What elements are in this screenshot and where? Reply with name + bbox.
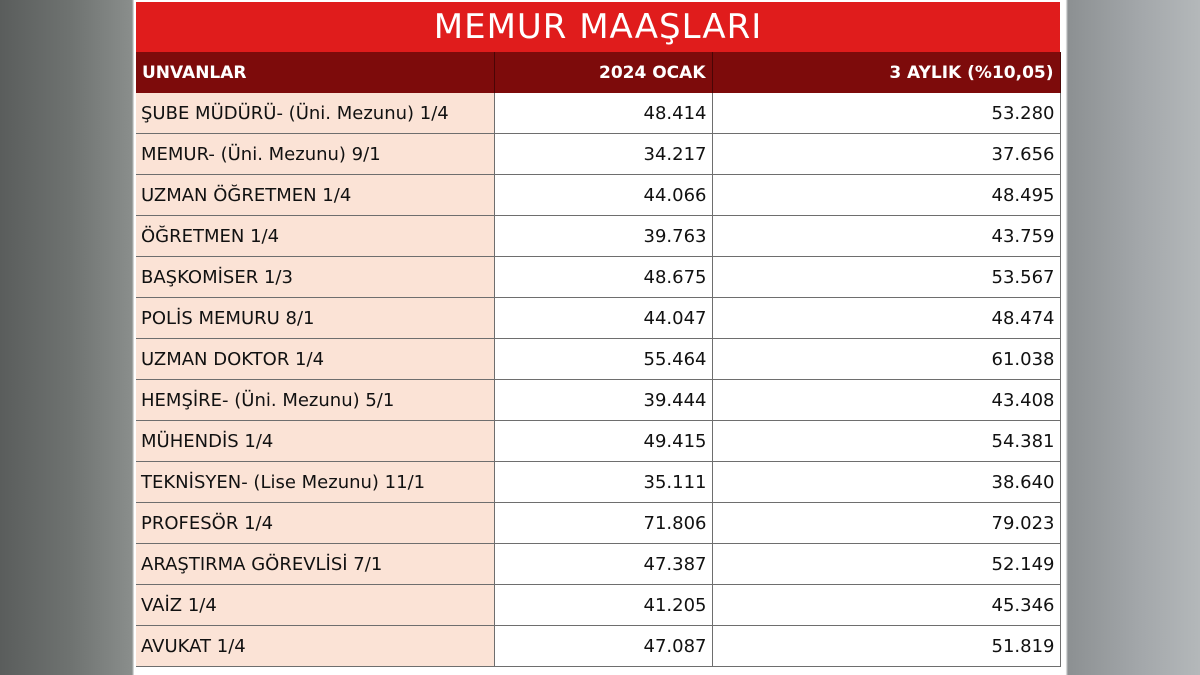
table-body bbox=[136, 93, 1060, 667]
table-row bbox=[136, 544, 1060, 585]
row-jan-2024-cell: 48.414 bbox=[494, 93, 712, 134]
row-three-month-cell: 48.495 bbox=[712, 175, 1060, 216]
row-title-cell: AVUKAT 1/4 bbox=[136, 626, 494, 667]
row-jan-2024-cell: 55.464 bbox=[494, 339, 712, 380]
title-banner bbox=[136, 2, 1060, 52]
row-title-cell: ŞUBE MÜDÜRÜ- (Üni. Mezunu) 1/4 bbox=[136, 93, 494, 134]
table-row bbox=[136, 380, 1060, 421]
row-jan-2024-cell: 41.205 bbox=[494, 585, 712, 626]
row-three-month-cell: 61.038 bbox=[712, 339, 1060, 380]
row-jan-2024-cell: 71.806 bbox=[494, 503, 712, 544]
row-title-cell: PROFESÖR 1/4 bbox=[136, 503, 494, 544]
table-row bbox=[136, 503, 1060, 544]
row-three-month-cell: 52.149 bbox=[712, 544, 1060, 585]
table-row bbox=[136, 134, 1060, 175]
row-jan-2024-cell: 39.763 bbox=[494, 216, 712, 257]
row-title-cell: ARAŞTIRMA GÖREVLİSİ 7/1 bbox=[136, 544, 494, 585]
table-row bbox=[136, 175, 1060, 216]
row-title-cell: BAŞKOMİSER 1/3 bbox=[136, 257, 494, 298]
row-jan-2024-cell: 39.444 bbox=[494, 380, 712, 421]
row-title-cell: POLİS MEMURU 8/1 bbox=[136, 298, 494, 339]
table-row bbox=[136, 462, 1060, 503]
header-row bbox=[136, 52, 1060, 93]
row-three-month-cell: 54.381 bbox=[712, 421, 1060, 462]
table-row bbox=[136, 626, 1060, 667]
table-row bbox=[136, 421, 1060, 462]
row-title-cell: UZMAN ÖĞRETMEN 1/4 bbox=[136, 175, 494, 216]
table-row bbox=[136, 93, 1060, 134]
column-header-titles: UNVANLAR bbox=[136, 52, 494, 93]
page-title: MEMUR MAAŞLARI bbox=[433, 7, 763, 47]
row-title-cell: MÜHENDİS 1/4 bbox=[136, 421, 494, 462]
row-jan-2024-cell: 44.047 bbox=[494, 298, 712, 339]
row-three-month-cell: 48.474 bbox=[712, 298, 1060, 339]
row-three-month-cell: 43.408 bbox=[712, 380, 1060, 421]
row-title-cell: ÖĞRETMEN 1/4 bbox=[136, 216, 494, 257]
row-three-month-cell: 53.567 bbox=[712, 257, 1060, 298]
row-three-month-cell: 38.640 bbox=[712, 462, 1060, 503]
table-row bbox=[136, 257, 1060, 298]
row-three-month-cell: 51.819 bbox=[712, 626, 1060, 667]
table-header bbox=[136, 52, 1060, 93]
row-title-cell: HEMŞİRE- (Üni. Mezunu) 5/1 bbox=[136, 380, 494, 421]
salary-table bbox=[136, 52, 1061, 667]
row-three-month-cell: 53.280 bbox=[712, 93, 1060, 134]
row-jan-2024-cell: 48.675 bbox=[494, 257, 712, 298]
row-three-month-cell: 37.656 bbox=[712, 134, 1060, 175]
row-jan-2024-cell: 47.387 bbox=[494, 544, 712, 585]
row-title-cell: TEKNİSYEN- (Lise Mezunu) 11/1 bbox=[136, 462, 494, 503]
row-jan-2024-cell: 35.111 bbox=[494, 462, 712, 503]
row-jan-2024-cell: 34.217 bbox=[494, 134, 712, 175]
row-jan-2024-cell: 49.415 bbox=[494, 421, 712, 462]
table-row bbox=[136, 585, 1060, 626]
row-jan-2024-cell: 44.066 bbox=[494, 175, 712, 216]
table-row bbox=[136, 298, 1060, 339]
row-title-cell: UZMAN DOKTOR 1/4 bbox=[136, 339, 494, 380]
column-header-three-month: 3 AYLIK (%10,05) bbox=[712, 52, 1060, 93]
table-row bbox=[136, 216, 1060, 257]
row-three-month-cell: 79.023 bbox=[712, 503, 1060, 544]
row-title-cell: MEMUR- (Üni. Mezunu) 9/1 bbox=[136, 134, 494, 175]
row-title-cell: VAİZ 1/4 bbox=[136, 585, 494, 626]
row-three-month-cell: 43.759 bbox=[712, 216, 1060, 257]
row-jan-2024-cell: 47.087 bbox=[494, 626, 712, 667]
table-row bbox=[136, 339, 1060, 380]
row-three-month-cell: 45.346 bbox=[712, 585, 1060, 626]
column-header-jan-2024: 2024 OCAK bbox=[494, 52, 712, 93]
